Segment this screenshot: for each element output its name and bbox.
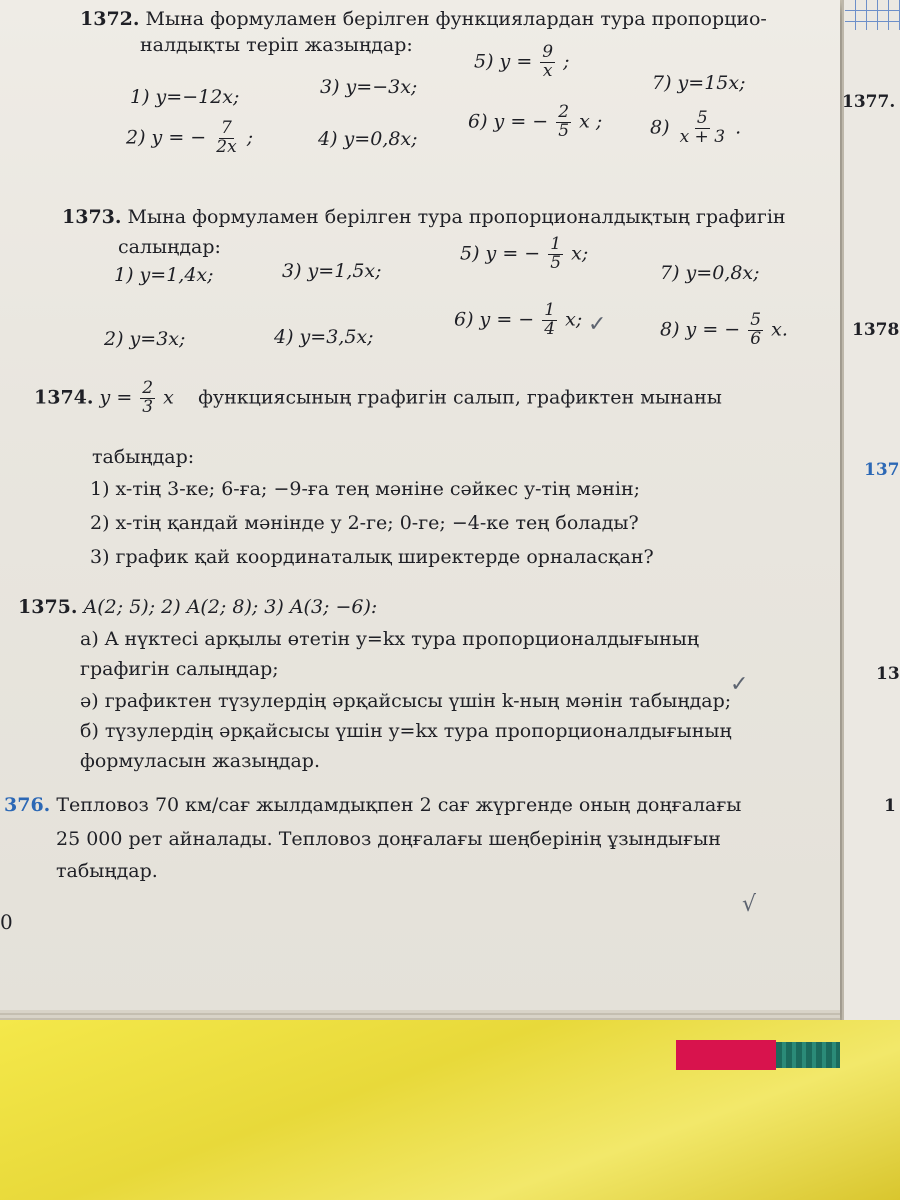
problem-1376-line2: 25 000 рет айналады. Тепловоз доңғалағы шеңберінің ұзындығын [56, 828, 721, 850]
item-1373-4: 4) y=3,5x; [274, 326, 374, 348]
item-1373-7: 7) y=0,8x; [660, 262, 760, 284]
task-1375-a1: а) A нүктесі арқылы өтетін y=kx тура пропорционалдығының [80, 628, 700, 650]
fraction: $\frac{1}{5}$ [550, 234, 562, 273]
problem-1374-header: 1374. y = $\frac{2}{3}$ x функциясының графигін салып, графиктен мынаны [34, 378, 722, 417]
adjacent-page [842, 0, 900, 1040]
check-mark-icon: ✓ [730, 672, 749, 697]
problem-text: Мына формуламен берілген функциялардан тура пропорцио- [145, 8, 767, 30]
problem-1376-header [4, 794, 741, 816]
problem-1376-line3: табыңдар. [56, 860, 158, 882]
problem-1374-text2: табыңдар: [92, 446, 195, 468]
problem-number: 1374. [34, 386, 94, 409]
fraction: $\frac{2}{3}$ [142, 378, 154, 417]
item-1373-1: 1) y=1,4x; [114, 264, 214, 286]
grid-icon [845, 0, 900, 30]
task-1375-c2: формуласын жазыңдар. [80, 750, 320, 772]
item-1372-3: 3) y=−3x; [320, 76, 418, 98]
side-number-1377: 1377. [842, 92, 896, 112]
fraction: $\frac{7}{2x}$ [216, 118, 237, 157]
item-1372-1: 1) y=−12x; [130, 86, 240, 108]
problem-number: 1375. [18, 596, 78, 618]
problem-1373-text2: салыңдар: [118, 236, 221, 258]
points-list: A(2; 5); 2) A(2; 8); 3) A(3; −6): [83, 596, 378, 618]
problem-1373-header [62, 206, 786, 228]
fraction: $\frac{9}{x}$ [542, 42, 554, 81]
problem-1372-header [80, 8, 767, 30]
item-1372-8: 8) $\frac{5}{x + 3}$ . [650, 108, 742, 147]
bookmark-red [676, 1040, 776, 1070]
problem-number: 376. [4, 794, 51, 816]
item-1373-2: 2) y=3x; [104, 328, 186, 350]
problem-number: 1372. [80, 8, 140, 30]
task-1375-c1: б) түзулердің әрқайсысы үшін y=kx тура пропорционалдығының [80, 720, 732, 742]
problem-number: 1373. [62, 206, 122, 228]
fraction: $\frac{5}{x + 3}$ [679, 108, 726, 147]
bookmark-green [776, 1042, 840, 1068]
question-1374-1: 1) x-тің 3-ке; 6-ға; −9-ға тең мәніне сәйкес y-тің мәнін; [90, 478, 641, 500]
problem-1372-text2: налдықты теріп жазыңдар: [140, 34, 413, 56]
question-1374-2: 2) x-тің қандай мәнінде y 2-ге; 0-ге; −4-ке тең болады? [90, 512, 639, 534]
side-number-1378: 1378 [852, 320, 900, 340]
item-1372-5: 5) y = $\frac{9}{x}$ ; [474, 42, 570, 81]
task-1375-a2: графигін салыңдар; [80, 658, 279, 680]
item-1372-7: 7) y=15x; [652, 72, 746, 94]
item-1373-8: 8) y = − $\frac{5}{6}$ x. [660, 310, 788, 349]
page-number: 0 [0, 910, 13, 934]
fraction: $\frac{1}{4}$ [544, 300, 556, 339]
question-1374-3: 3) график қай координаталық ширектерде орналасқан? [90, 546, 654, 568]
check-mark-icon: ✓ [588, 312, 607, 337]
item-1373-3: 3) y=1,5x; [282, 260, 382, 282]
item-1372-6: 6) y = − $\frac{2}{5}$ x ; [468, 102, 603, 141]
fraction: $\frac{5}{6}$ [750, 310, 762, 349]
item-1373-5: 5) y = − $\frac{1}{5}$ x; [460, 234, 589, 273]
item-1372-4: 4) y=0,8x; [318, 128, 418, 150]
side-number-1: 1 [884, 796, 896, 816]
problem-text: Тепловоз 70 км/сағ жылдамдықпен 2 сағ жүргенде оның доңғалағы [56, 794, 742, 816]
problem-1375-header [18, 596, 377, 618]
fraction: $\frac{2}{5}$ [558, 102, 570, 141]
item-1372-2: 2) y = − $\frac{7}{2x}$ ; [126, 118, 254, 157]
side-number-137: 137 [864, 460, 900, 480]
task-1375-b: ә) графиктен түзулердің әрқайсысы үшін k-ның мәнін табыңдар; [80, 690, 732, 712]
side-number-13: 13 [876, 664, 900, 684]
item-1373-6: 6) y = − $\frac{1}{4}$ x; [454, 300, 583, 339]
problem-text: функциясының графигін салып, графиктен мынаны [198, 386, 722, 409]
problem-text: Мына формуламен берілген тура пропорционалдықтың графигін [127, 206, 786, 228]
check-mark-icon: √ [742, 892, 757, 917]
